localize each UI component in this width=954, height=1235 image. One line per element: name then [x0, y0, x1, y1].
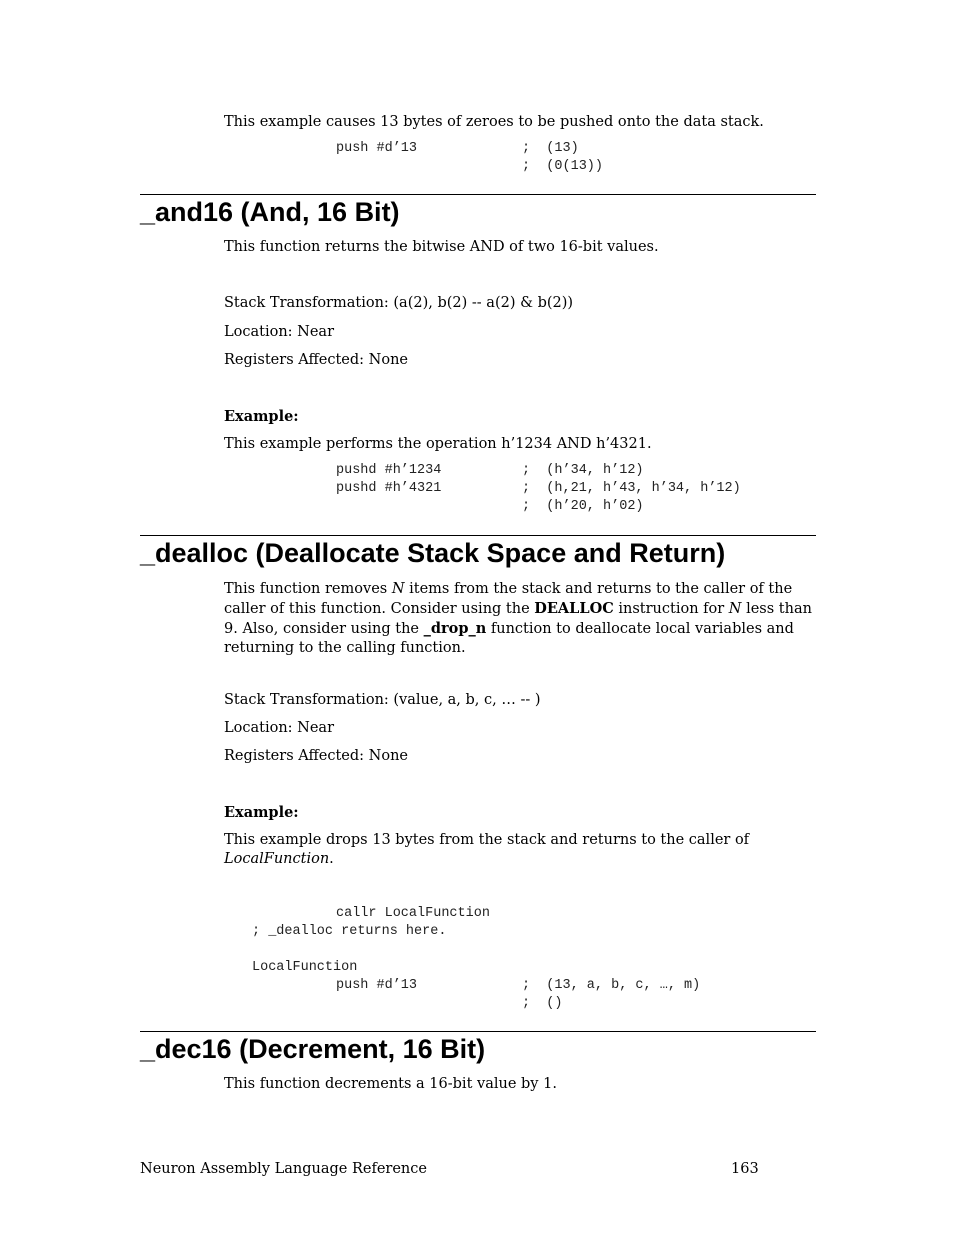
code-label: LocalFunction [252, 960, 358, 975]
and16-example-text: This example performs the operation h’1234 AND h’4321. [224, 436, 652, 452]
code-comment: ; (13) [522, 141, 579, 156]
code-comment: ; (13, a, b, c, …, m) [522, 978, 701, 993]
dealloc-description: This function removes N items from the stack and returns to the caller of the caller of this function. Consider using the DEALLOC instruction for N less than 9. Also, consider using the _drop_n function to deallocate local variables and returning to the calling function. [224, 581, 812, 656]
dec16-description: This function decrements a 16-bit value by 1. [224, 1076, 557, 1092]
dealloc-registers: Registers Affected: None [224, 748, 408, 764]
code-instruction: pushd #h’4321 [336, 481, 442, 496]
code-comment: ; (0(13)) [522, 159, 604, 174]
footer-page-number: 163 [731, 1161, 759, 1177]
and16-location: Location: Near [224, 324, 334, 340]
code-instruction: pushd #h’1234 [336, 463, 442, 478]
code-instruction: callr LocalFunction [336, 906, 490, 921]
and16-description: This function returns the bitwise AND of two 16-bit values. [224, 239, 659, 255]
and16-example-heading: Example: [224, 408, 299, 425]
and16-stack-transformation: Stack Transformation: (a(2), b(2) -- a(2) & b(2)) [224, 295, 574, 311]
dealloc-code-block [0, 905, 954, 1013]
section-heading-and16: _and16 (And, 16 Bit) [140, 197, 400, 227]
code-comment: ; _dealloc returns here. [252, 924, 447, 939]
code-comment: ; (h,21, h’43, h’34, h’12) [522, 481, 741, 496]
and16-code-block [0, 462, 954, 516]
section-divider [140, 535, 816, 536]
code-instruction: push #d’13 [336, 978, 418, 993]
section-divider [140, 1031, 816, 1032]
code-comment: ; (h’20, h’02) [522, 499, 644, 514]
and16-registers: Registers Affected: None [224, 352, 408, 368]
dealloc-example-heading: Example: [224, 804, 299, 821]
dealloc-stack-transformation: Stack Transformation: (value, a, b, c, … -- ) [224, 692, 541, 708]
intro-text: This example causes 13 bytes of zeroes to be pushed onto the data stack. [224, 114, 764, 130]
section-heading-dec16: _dec16 (Decrement, 16 Bit) [140, 1034, 486, 1064]
footer-document-title: Neuron Assembly Language Reference [140, 1161, 427, 1177]
dealloc-location: Location: Near [224, 720, 334, 736]
section-divider [140, 194, 816, 195]
code-comment: ; (h’34, h’12) [522, 463, 644, 478]
code-comment: ; () [522, 996, 563, 1011]
intro-code-block [0, 140, 954, 176]
section-heading-dealloc: _dealloc (Deallocate Stack Space and Return) [140, 538, 726, 568]
code-instruction: push #d’13 [336, 141, 418, 156]
dealloc-example-text: This example drops 13 bytes from the stack and returns to the caller of LocalFunction. [224, 832, 750, 867]
